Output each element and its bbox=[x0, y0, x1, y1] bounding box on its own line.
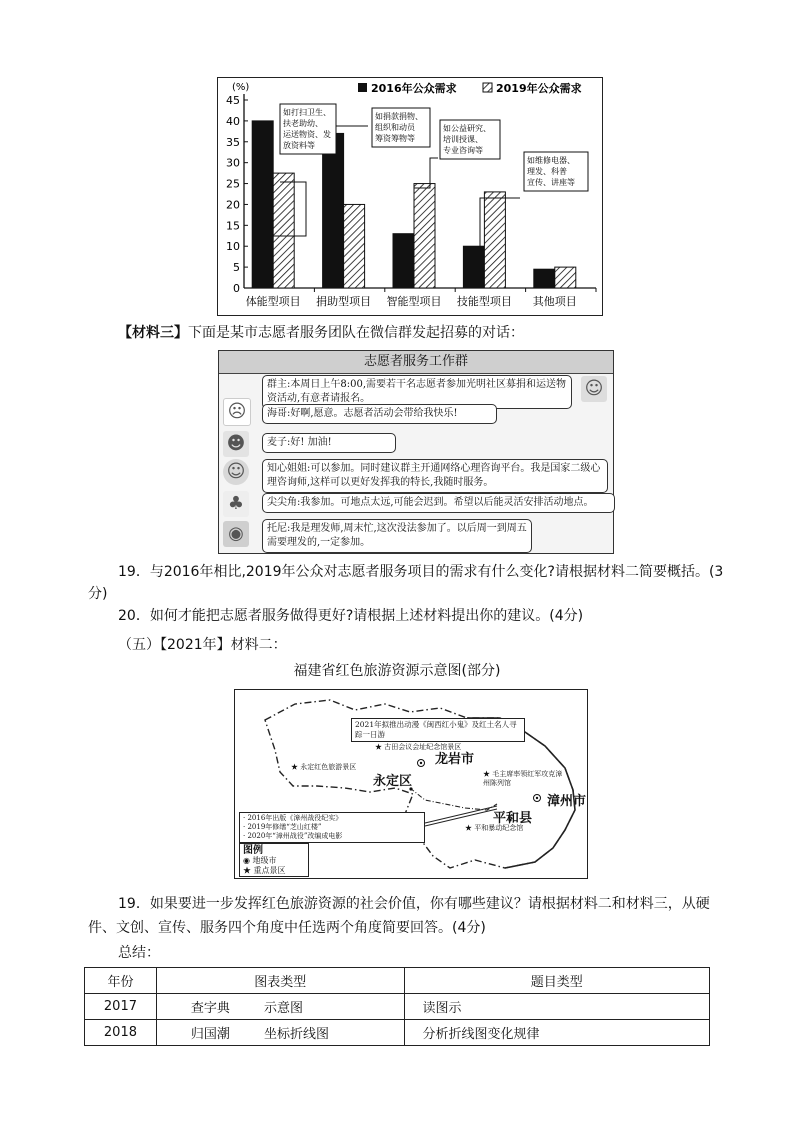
user-icon: ☺ bbox=[581, 376, 607, 402]
bar-2016 bbox=[463, 246, 484, 288]
annotation-text: 组织和动员 bbox=[375, 123, 415, 132]
question-19b-line1: 19．如果要进一步发挥红色旅游资源的社会价值，你有哪些建议？请根据材料二和材料三，从硬 bbox=[118, 896, 710, 912]
map-top-note: 2021年拟推出动漫《闽西红小鬼》及红土名人寻踪一日游 bbox=[351, 718, 525, 742]
annotation-text: 理发、科普 bbox=[527, 167, 567, 176]
city-marker-zhangzhou bbox=[534, 795, 541, 802]
row-year: 2017 bbox=[85, 994, 157, 1020]
legend-site: ★ 重点景区 bbox=[243, 866, 286, 875]
question-20: 20．如何才能把志愿者服务做得更好?请根据上述材料提出你的建议。(4分) bbox=[118, 608, 584, 624]
leader-line bbox=[425, 806, 497, 823]
legend-title: 图例 bbox=[243, 845, 263, 856]
question-19a-line2: 分) bbox=[88, 586, 108, 602]
question-19b-line2: 件、文创、宣传、服务四个角度中任选两个角度简要回答。(4分) bbox=[88, 920, 486, 936]
annotation-text: 扶老助幼、 bbox=[283, 119, 323, 128]
chat-message-5: 尖尖角:我参加。可地点太远,可能会迟到。希望以后能灵活安排活动地点。 bbox=[262, 493, 615, 513]
section-5-heading: （五）【2021年】材料二： bbox=[118, 637, 287, 653]
annotation-text: 筹资筹物等 bbox=[375, 134, 415, 143]
chat-message-4: 知心姐姐:可以参加。同时建议群主开通网络心理咨询平台。我是国家二级心理咨询师,这样可以更好发挥我的特长,我随时服务。 bbox=[262, 459, 608, 493]
annotation-text: 放资料等 bbox=[283, 141, 315, 150]
chat-message-6: 托尼:我是理发师,周末忙,这次没法参加了。以后周一到周五需要理发的,一定参加。 bbox=[262, 519, 532, 553]
annotation-text: 宣传、讲座等 bbox=[527, 178, 575, 187]
y-tick-label: 35 bbox=[226, 135, 240, 149]
table-header-row bbox=[85, 968, 710, 994]
city-yongding: 永定区 bbox=[373, 774, 413, 789]
bar-2016 bbox=[393, 234, 414, 288]
annotation-text: 运送物资、发 bbox=[283, 130, 331, 139]
summary-label: 总结： bbox=[118, 945, 160, 961]
site-gutian-label: 古田会议会址纪念馆景区 bbox=[384, 743, 462, 751]
x-tick-label: 捐助型项目 bbox=[316, 295, 372, 308]
bar-2016 bbox=[252, 121, 273, 288]
site-zhangzhou-label: 毛主席率领红军攻克漳州陈列馆 bbox=[483, 770, 563, 787]
row-question-type: 读图示 bbox=[404, 994, 709, 1020]
annotation-text: 如维修电器、 bbox=[527, 156, 575, 165]
chat-message-2: 海哥:好啊,愿意。志愿者活动会带给我快乐! bbox=[262, 404, 497, 424]
dog-icon: ♣ bbox=[223, 491, 249, 517]
site-yongding-label: 永定红色旅游景区 bbox=[300, 763, 357, 771]
city-marker-longyan bbox=[418, 760, 425, 767]
site-zhangzhou: ★ 毛主席率领红军攻克漳州陈列馆 bbox=[483, 770, 563, 787]
legend-label-2016: 2016年公众需求 bbox=[371, 82, 457, 95]
history-note-3: · 2020年“漳州战役”改编成电影 bbox=[243, 832, 343, 840]
red-tourism-map bbox=[234, 689, 588, 879]
pug-icon: ◉ bbox=[223, 521, 249, 547]
wechat-group-window bbox=[218, 350, 614, 554]
smile-icon: ☺ bbox=[223, 459, 249, 485]
y-tick-label: 45 bbox=[226, 94, 240, 107]
x-tick-label: 技能型项目 bbox=[456, 295, 512, 308]
row-year: 2018 bbox=[85, 1020, 157, 1046]
y-tick-label: 5 bbox=[233, 261, 240, 275]
bar-2016 bbox=[323, 133, 344, 288]
map-legend bbox=[239, 843, 309, 877]
site-pinghe-label: 平和暴动纪念馆 bbox=[474, 824, 524, 832]
site-yongding: ★ 永定红色旅游景区 bbox=[291, 763, 357, 771]
annotation-text: 培训授课、 bbox=[443, 135, 483, 144]
bar-2019 bbox=[414, 184, 435, 288]
y-tick-label: 30 bbox=[226, 156, 240, 170]
legend-label-2019: 2019年公众需求 bbox=[496, 82, 582, 95]
history-note-1: · 2016年出版《漳州战役纪实》 bbox=[243, 814, 343, 822]
bar-2016 bbox=[534, 269, 555, 288]
county-boundary bbox=[410, 788, 497, 810]
y-tick-label: 40 bbox=[226, 114, 240, 128]
material3-line bbox=[118, 322, 524, 344]
header-chart-type: 图表类型 bbox=[156, 968, 404, 994]
header-question-type: 题目类型 bbox=[404, 968, 709, 994]
bar-2019 bbox=[484, 192, 505, 288]
annotation-text: 专业咨询等 bbox=[443, 146, 483, 155]
material3-label: 【材料三】 bbox=[118, 325, 188, 341]
row-chart-type: 查字典 示意图 bbox=[156, 994, 404, 1020]
bar-2019 bbox=[273, 173, 294, 288]
chart-canvas bbox=[218, 78, 602, 315]
girl-icon: ☻ bbox=[223, 431, 249, 457]
map-history-notes bbox=[239, 812, 425, 843]
table-row bbox=[85, 1020, 710, 1046]
site-pinghe: ★ 平和暴动纪念馆 bbox=[465, 824, 524, 832]
summary-table bbox=[84, 967, 710, 1046]
x-tick-label: 体能型项目 bbox=[245, 295, 301, 308]
site-gutian: ★ 古田会议会址纪念馆景区 bbox=[375, 743, 462, 751]
bar-2019 bbox=[344, 204, 365, 288]
cat-icon: ☹ bbox=[223, 398, 251, 426]
y-tick-label: 10 bbox=[226, 240, 240, 254]
city-longyan: 龙岩市 bbox=[435, 752, 475, 767]
history-note-2: · 2019年修缮“芝山红楼” bbox=[243, 823, 322, 831]
material3-text: 下面是某市志愿者服务团队在微信群发起招募的对话： bbox=[188, 325, 524, 341]
chat-message-3: 麦子:好! 加油! bbox=[262, 433, 396, 453]
legend-swatch-2019 bbox=[483, 83, 492, 92]
y-tick-label: 25 bbox=[226, 177, 240, 191]
bar-chart bbox=[217, 77, 603, 316]
header-year: 年份 bbox=[85, 968, 157, 994]
y-tick-label: 20 bbox=[226, 198, 240, 212]
y-tick-label: 15 bbox=[226, 219, 240, 233]
row-chart-type: 归国潮 坐标折线图 bbox=[156, 1020, 404, 1046]
city-zhangzhou: 漳州市 bbox=[547, 794, 587, 809]
y-axis-label: (%) bbox=[232, 82, 250, 93]
bar-2019 bbox=[555, 267, 576, 288]
question-19a-line1: 19．与2016年相比,2019年公众对志愿者服务项目的需求有什么变化?请根据材料二简要概括。(3 bbox=[118, 564, 724, 580]
city-pinghe: 平和县 bbox=[493, 811, 533, 826]
x-tick-label: 其他项目 bbox=[532, 295, 577, 308]
legend-swatch-2016 bbox=[358, 83, 367, 92]
table-row bbox=[85, 994, 710, 1020]
chat-message-1: 群主:本周日上午8:00,需要若干名志愿者参加光明社区募捐和运送物资活动,有意者请报名。 bbox=[262, 375, 572, 409]
legend-city: ◉ 地级市 bbox=[243, 856, 277, 865]
annotation-text: 如公益研究、 bbox=[443, 124, 491, 133]
chat-title: 志愿者服务工作群 bbox=[219, 351, 613, 374]
y-tick-label: 0 bbox=[233, 282, 240, 295]
annotation-text: 如捐款捐物、 bbox=[375, 112, 423, 121]
row-question-type: 分析折线图变化规律 bbox=[404, 1020, 709, 1046]
x-tick-label: 智能型项目 bbox=[386, 295, 442, 308]
annotation-text: 如打扫卫生、 bbox=[283, 108, 331, 117]
map-title: 福建省红色旅游资源示意图(部分) bbox=[293, 663, 501, 679]
